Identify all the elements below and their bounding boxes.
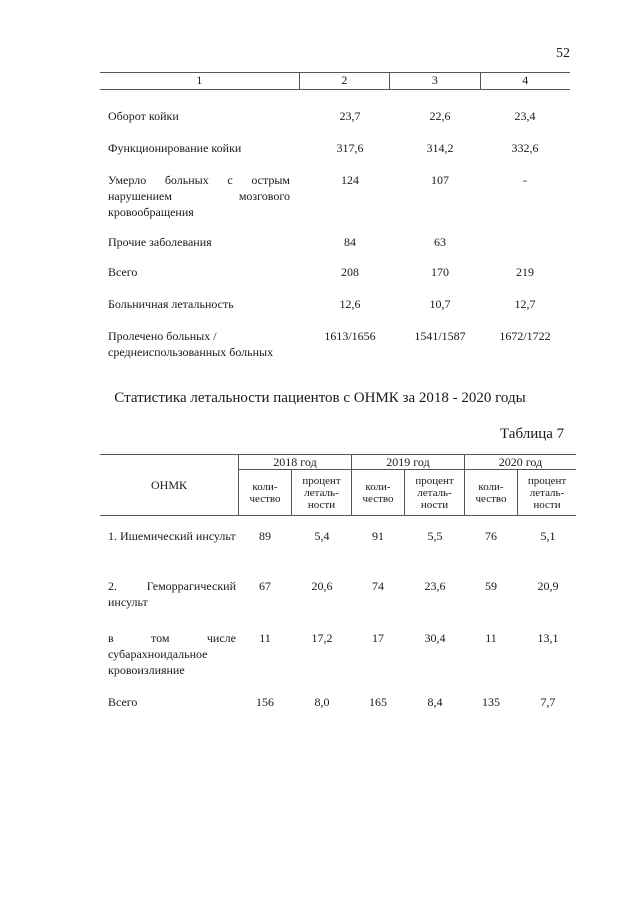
header-col-2: 2 (300, 73, 390, 89)
header-count: коли-чество (352, 470, 405, 515)
row-label: Оборот койки (108, 109, 179, 123)
header-year-2020: 2020 год (465, 455, 576, 470)
cell: 165 (369, 695, 387, 709)
cell: 156 (256, 695, 274, 709)
cell: 10,7 (429, 297, 451, 311)
cell: 5,5 (427, 529, 443, 543)
row-label: Прочие заболевания (108, 235, 212, 249)
cell: 1541/1587 (414, 329, 466, 343)
table-header (100, 454, 576, 516)
cell: 5,4 (314, 529, 330, 543)
cell: 208 (341, 265, 359, 279)
cell: 84 (344, 235, 356, 249)
table-row (100, 108, 570, 124)
header-percent: процент леталь-ности (292, 470, 352, 515)
cell: 17 (372, 631, 384, 645)
header-col-1: 1 (100, 73, 300, 89)
table-row (100, 172, 570, 220)
cell: 59 (485, 579, 497, 593)
cell: 89 (259, 529, 271, 543)
cell: 11 (259, 631, 271, 645)
row-label: Функционирование койки (108, 141, 242, 155)
cell: 317,6 (336, 141, 364, 155)
row-label: 2. Геморрагический инсульт (108, 579, 236, 609)
cell: 74 (372, 579, 384, 593)
table-row (100, 296, 570, 312)
cell: 8,4 (427, 695, 443, 709)
cell: 107 (431, 173, 449, 187)
header-year-2019: 2019 год (352, 455, 465, 470)
cell (480, 234, 570, 250)
table-row (100, 234, 570, 250)
cell: 5,1 (540, 529, 556, 543)
cell: 23,7 (339, 109, 361, 123)
page-number: 52 (556, 46, 570, 61)
cell: 20,9 (537, 579, 559, 593)
header-percent: процент леталь-ности (405, 470, 465, 515)
row-label: 1. Ишемический инсульт (108, 529, 236, 543)
cell: 219 (516, 265, 534, 279)
cell: 1613/1656 (324, 329, 376, 343)
header-year-2018: 2018 год (239, 455, 352, 470)
row-label: Пролечено больных /среднеиспользованных больных (108, 329, 274, 359)
hospital-stats-table (100, 72, 570, 359)
header-percent: процент леталь-ности (527, 474, 567, 511)
cell: 1672/1722 (499, 329, 551, 343)
header-count: коли-чество (465, 470, 518, 515)
cell: 135 (482, 695, 500, 709)
cell: 23,6 (424, 579, 446, 593)
row-label: Всего (108, 695, 138, 709)
header-col-3: 3 (390, 73, 480, 89)
table-number: Таблица 7 (500, 426, 565, 442)
cell: 314,2 (426, 141, 454, 155)
row-label: Умерло больных с острым нарушением мозгового кровообращения (108, 173, 290, 219)
cell: 17,2 (311, 631, 333, 645)
cell: 8,0 (314, 695, 330, 709)
table-row (100, 328, 570, 360)
cell: 12,7 (514, 297, 536, 311)
table-header-row (100, 72, 570, 90)
cell: 22,6 (429, 109, 451, 123)
cell: 12,6 (339, 297, 361, 311)
cell: 11 (485, 631, 497, 645)
cell: 76 (485, 529, 497, 543)
header-onmk: ОНМК (100, 455, 239, 515)
cell: 20,6 (311, 579, 333, 593)
cell: 30,4 (424, 631, 446, 645)
stroke-mortality-table (100, 454, 576, 709)
row-label: Больничная летальность (108, 297, 234, 311)
cell: - (523, 173, 527, 187)
cell: 67 (259, 579, 271, 593)
row-label: Всего (108, 265, 138, 279)
cell: 170 (431, 265, 449, 279)
cell: 332,6 (511, 141, 539, 155)
cell: 91 (372, 529, 384, 543)
cell: 13,1 (537, 631, 559, 645)
table-row (100, 140, 570, 156)
row-label: в том числе субарахноидальное кровоизлияние (108, 631, 236, 677)
cell: 23,4 (514, 109, 536, 123)
table-caption: Статистика летальности пациентов с ОНМК за 2018 - 2020 годы (114, 390, 526, 406)
cell: 124 (341, 173, 359, 187)
table-row (100, 264, 570, 280)
header-col-4: 4 (522, 73, 529, 87)
header-count: коли-чество (239, 470, 292, 515)
cell: 7,7 (540, 695, 556, 709)
cell: 63 (434, 235, 446, 249)
